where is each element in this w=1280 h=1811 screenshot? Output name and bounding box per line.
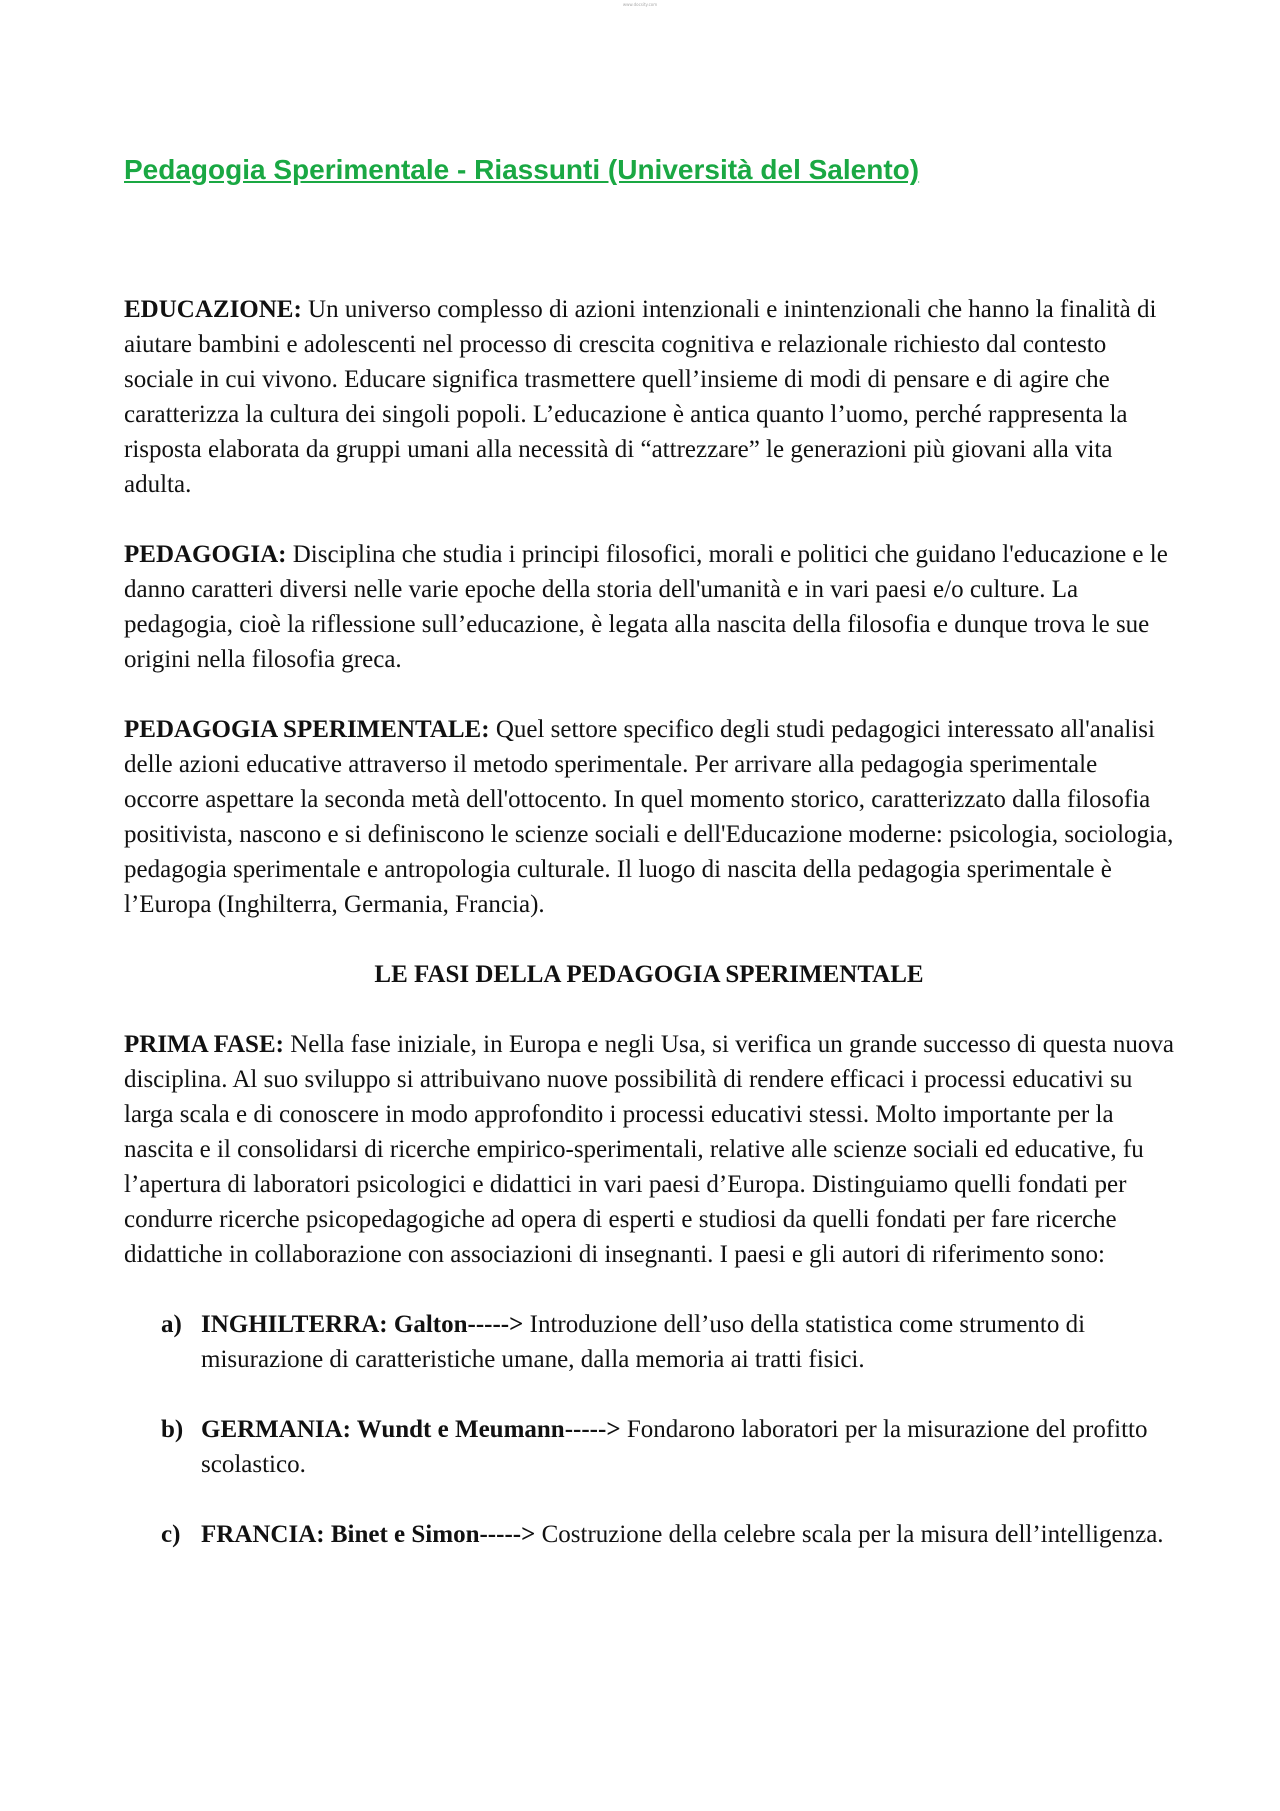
paragraph-educazione (124, 292, 1174, 502)
countries-list (124, 1307, 1174, 1552)
list-item-head: GERMANIA: Wundt e Meumann-----> (201, 1416, 621, 1443)
paragraph-pedagogia-sperimentale (124, 712, 1174, 922)
list-item-text: Introduzione dell’uso della statistica come strumento di misurazione di caratteristiche umane, dalla memoria ai tratti fisici. (201, 1311, 1086, 1373)
term-prima-fase: PRIMA FASE: (124, 1031, 284, 1058)
section-heading: LE FASI DELLA PEDAGOGIA SPERIMENTALE (374, 961, 924, 988)
term-pedagogia: PEDAGOGIA: (124, 541, 287, 568)
term-pedagogia-sperimentale: PEDAGOGIA SPERIMENTALE: (124, 716, 490, 743)
document-title-link[interactable]: Pedagogia Sperimentale - Riassunti (Università del Salento) (124, 154, 920, 185)
paragraph-prima-fase (124, 1027, 1174, 1272)
paragraph-pedagogia (124, 537, 1174, 677)
definition-educazione: Un universo complesso di azioni intenzionali e inintenzionali che hanno la finalità di aiutare bambini e adolescenti nel processo di crescita cognitiva e relazionale richiesto dal contesto sociale in cui vivono. Educare significa trasmettere quell’insieme di modi di pensare e di agire che caratterizza la cultura dei singoli popoli. L’educazione è antica quanto l’uomo, perché rappresenta la risposta elaborata da gruppi umani alla necessità di “attrezzare” le generazioni più giovani alla vita adulta. (124, 296, 1157, 498)
definition-pedagogia: Disciplina che studia i principi filosofici, morali e politici che guidano l'educazione e le danno caratteri diversi nelle varie epoche della storia dell'umanità e in vari paesi e/o culture. La pedagogia, cioè la riflessione sull’educazione, è legata alla nascita della filosofia e dunque trova le sue origini nella filosofia greca. (124, 541, 1168, 673)
term-educazione: EDUCAZIONE: (124, 296, 302, 323)
list-item-text: Fondarono laboratori per la misurazione del profitto scolastico. (201, 1416, 1148, 1478)
definition-prima-fase: Nella fase iniziale, in Europa e negli Usa, si verifica un grande successo di questa nuova disciplina. Al suo sviluppo si attribuivano nuove possibilità di rendere efficaci i processi educativi su larga scala e di conoscere in modo approfondito i processi educativi stessi. Molto importante per la nascita e il consolidarsi di ricerche empirico-sperimentali, relative alle scienze sociali ed educative, fu l’apertura di laboratori psicologici e didattici in vari paesi d’Europa. Distinguiamo quelli fondati per condurre ricerche psicopedagogiche ad opera di esperti e studiosi da quelli fondati per fare ricerche didattiche in collaborazione con associazioni di insegnanti. I paesi e gli autori di riferimento sono: (124, 1031, 1174, 1268)
list-item (124, 1517, 1174, 1552)
list-item (124, 1412, 1174, 1482)
list-item (124, 1307, 1174, 1377)
list-item-head: FRANCIA: Binet e Simon-----> (201, 1521, 536, 1548)
definition-pedagogia-sperimentale: Quel settore specifico degli studi pedagogici interessato all'analisi delle azioni educative attraverso il metodo sperimentale. Per arrivare alla pedagogia sperimentale occorre aspettare la seconda metà dell'ottocento. In quel momento storico, caratterizzato dalla filosofia positivista, nascono e si definiscono le scienze sociali e dell'Educazione moderne: psicologia, sociologia, pedagogia sperimentale e antropologia culturale. Il luogo di nascita della pedagogia sperimentale è l’Europa (Inghilterra, Germania, Francia). (124, 716, 1174, 918)
list-marker: c) (161, 1521, 181, 1548)
list-item-text: Costruzione della celebre scala per la misura dell’intelligenza. (535, 1521, 1164, 1548)
list-item-head: INGHILTERRA: Galton-----> (201, 1311, 524, 1338)
list-marker: b) (161, 1416, 184, 1443)
list-marker: a) (161, 1311, 182, 1338)
header-watermark: www.docsity.com (622, 2, 658, 7)
document-body (124, 150, 1174, 1587)
